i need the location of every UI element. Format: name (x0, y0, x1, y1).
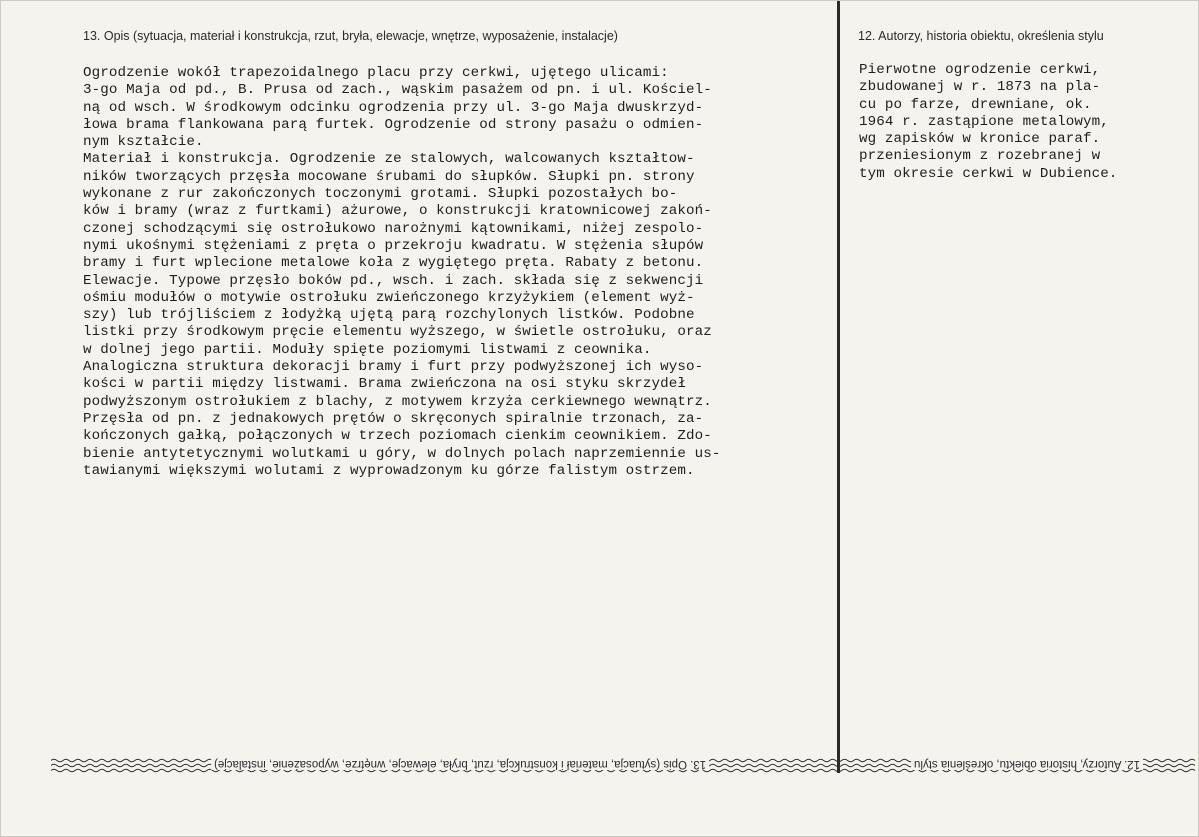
description-line: bramy i furt wplecione metalowe koła z wygiętego pręta. Rabaty z betonu. (83, 255, 704, 272)
history-line: Pierwotne ogrodzenie cerkwi, (859, 62, 1101, 78)
description-line: 3-go Maja od pd., B. Prusa od zach., wąskim pasażem od pn. i ul. Kościel- (83, 82, 712, 99)
description-line: Przęsła od pn. z jednakowych prętów o skręconych spiralnie trzonach, za- (83, 410, 704, 427)
description-line: Ogrodzenie wokół trapezoidalnego placu przy cerkwi, ujętego ulicami: (83, 65, 669, 81)
description-line: Materiał i konstrukcja. Ogrodzenie ze stalowych, walcowanych kształtow- (83, 151, 695, 168)
description-line: łowa brama flankowana parą furtek. Ogrodzenie od strony pasażu o odmien- (83, 116, 704, 133)
description-line: kończonych gałką, połączonych w trzech poziomach cienkim ceownikiem. Zdo- (83, 428, 712, 445)
description-line: nym kształcie. (83, 134, 204, 151)
description-line: szy) lub trójliściem z łodyżką ujętą parą rozchylonych listków. Podobne (83, 307, 695, 324)
description-line: w dolnej jego partii. Moduły spięte poziomymi listwami z ceownika. (83, 341, 652, 358)
history-line: cu po farze, drewniane, ok. (859, 96, 1092, 113)
description-line: Analogiczna struktura dekoracji bramy i furt przy podwyższonej ich wyso- (83, 359, 704, 376)
description-line: kości w partii między listwami. Brama zwieńczona na osi styku skrzydeł (83, 376, 686, 393)
wavy-border (51, 758, 1198, 774)
section-13-header: 13. Opis (sytuacja, materiał i konstrukcja, rzut, bryła, elewacje, wnętrze, wyposażenie, instalacje) (83, 29, 618, 43)
description-line: podwyższonym ostrołukiem z blachy, z motywem krzyża cerkiewnego wewnątrz. (83, 393, 712, 410)
history-line: wg zapisków w kronice paraf. (859, 131, 1101, 148)
description-line: bienie antytetycznymi wolutkami u góry, w dolnych polach naprzemiennie us- (83, 445, 721, 462)
column-divider (837, 1, 840, 773)
mirrored-section-13-header: 13. Opis (sytuacja, materiał i konstrukcja, rzut, bryła, elewacje, wnętrze, wyposażenie, instalacje) (211, 758, 709, 770)
history-line: 1964 r. zastąpione metalowym, (859, 113, 1109, 130)
history-line: przeniesionym z rozebranej w (859, 148, 1101, 165)
history-text (859, 62, 1194, 183)
description-line: listki przy środkowym pręcie elementu wyższego, w świetle ostrołuku, oraz (83, 324, 712, 341)
description-text (83, 65, 833, 480)
description-line: nymi ukośnymi stężeniami z pręta o przekroju kwadratu. W stężenia słupów (83, 237, 704, 254)
description-line: ośmiu modułów o motywie ostrołuku zwieńczonego krzyżykiem (element wyż- (83, 289, 695, 306)
description-line: Elewacje. Typowe przęsło boków pd., wsch. i zach. składa się z sekwencji (83, 272, 704, 289)
description-line: czonej schodzącymi się ostrołukowo narożnymi kątownikami, niżej zespolo- (83, 220, 704, 237)
description-line: wykonane z rur zakończonych toczonymi grotami. Słupki pozostałych bo- (83, 186, 678, 203)
description-line: ników tworzących przęsła mocowane śrubami do słupków. Słupki pn. strony (83, 168, 695, 185)
description-line: ków i bramy (wraz z furtkami) ażurowe, o konstrukcji kratownicowej zakoń- (83, 203, 712, 220)
mirrored-section-12-header: 12. Autorzy, historia obiektu, określenia stylu (911, 758, 1143, 770)
description-line: ną od wsch. W środkowym odcinku ogrodzenia przy ul. 3-go Maja dwuskrzyd- (83, 99, 704, 116)
description-line: tawianymi większymi wolutami z wyprowadzonym ku górze falistym ostrzem. (83, 462, 695, 479)
history-line: zbudowanej w r. 1873 na pla- (859, 79, 1101, 96)
section-12-header: 12. Autorzy, historia obiektu, określenia stylu (858, 29, 1104, 43)
history-line: tym okresie cerkwi w Dubience. (859, 165, 1118, 182)
